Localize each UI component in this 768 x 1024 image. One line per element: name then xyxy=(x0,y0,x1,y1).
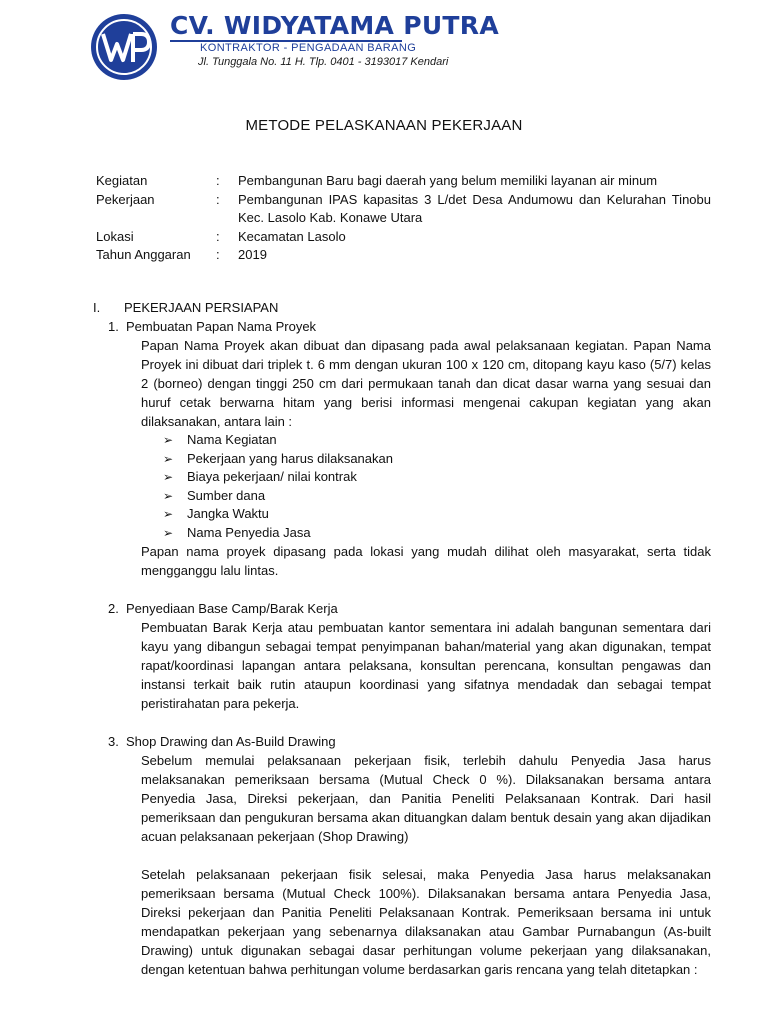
arrowhead-bullet-icon: ➢ xyxy=(163,451,174,466)
bullet-item xyxy=(163,487,711,506)
info-value: 2019 xyxy=(238,247,267,262)
list-item-1 xyxy=(108,317,711,580)
spacer xyxy=(93,580,711,599)
company-name: CV. WIDYATAMA PUTRA xyxy=(170,11,499,40)
arrowhead-bullet-icon: ➢ xyxy=(163,433,174,447)
bullet-item xyxy=(163,450,711,469)
company-logo xyxy=(89,12,159,82)
bullet-text: Biaya pekerjaan/ nilai kontrak xyxy=(187,469,357,484)
info-colon: : xyxy=(216,173,220,188)
item-number: 3. xyxy=(108,734,119,749)
bullet-list xyxy=(163,431,711,542)
info-label: Pekerjaan xyxy=(96,191,155,207)
spacer xyxy=(108,846,711,865)
list-item-3 xyxy=(108,732,711,979)
arrowhead-bullet-icon: ➢ xyxy=(163,470,174,484)
info-row xyxy=(96,246,711,265)
company-address: Jl. Tunggala No. 11 H. Tlp. 0401 - 3193017 Kendari xyxy=(198,56,449,68)
bullet-item xyxy=(163,431,711,450)
bullet-text: Nama Kegiatan xyxy=(187,432,277,447)
section-title: PEKERJAAN PERSIAPAN xyxy=(124,300,279,315)
paragraph: Papan nama proyek dipasang pada lokasi yang mudah dilihat oleh masyarakat, serta tidak mengganggu lalu lintas. xyxy=(141,544,711,578)
paragraph: Sebelum memulai pelaksanaan pekerjaan fisik, terlebih dahulu Penyedia Jasa harus melaksanakan pemeriksaan bersama (Mutual Check 0 %). Dilaksanakan bersama antara Penyedia Jasa, Direksi pekerjaan, dan Panitia Peneliti Pelaksanaan Kontrak. Dari hasil pemeriksaan dan pengukuran bersama akan dituangkan dalam bentuk desain yang akan dijadikan acuan pelaksanaan pekerjaan (Shop Drawing) xyxy=(141,753,711,844)
paragraph: Setelah pelaksanaan pekerjaan fisik selesai, maka Penyedia Jasa harus melaksanakan pemeriksaan bersama (Mutual Check 100%). Dilaksanakan bersama antara Penyedia Jasa, Direksi pekerjaan dan Panitia Peneliti Pelaksanaan Kontrak. Pemeriksaan bersama ini untuk mendapatkan pekerjaan yang sebenarnya dilaksanakan atau Gambar Purnabangun (As-built Drawing) untuk digunakan sebagai dasar perhitungan volume pekerjaan yang dilaksanakan, dengan ketentuan bahwa perhitungan volume berdasarkan garis rencana yang telah ditetapkan : xyxy=(141,867,711,977)
bullet-item xyxy=(163,468,711,487)
item-title: Shop Drawing dan As-Build Drawing xyxy=(126,734,336,749)
info-value: Pembangunan IPAS kapasitas 3 L/det Desa Andumowu dan Kelurahan Tinobu Kec. Lasolo Kab. Konawe Utara xyxy=(238,191,711,225)
info-value: Kecamatan Lasolo xyxy=(238,228,346,244)
document-body xyxy=(93,298,711,979)
info-block xyxy=(96,172,711,265)
item-number: 2. xyxy=(108,601,119,616)
document-title: METODE PELASKANAAN PEKERJAAN xyxy=(245,117,523,134)
list-item-2 xyxy=(108,599,711,713)
item-number: 1. xyxy=(108,319,119,334)
arrowhead-bullet-icon: ➢ xyxy=(163,488,174,503)
arrowhead-bullet-icon: ➢ xyxy=(163,525,174,540)
bullet-text: Pekerjaan yang harus dilaksanakan xyxy=(187,450,393,466)
bullet-text: Sumber dana xyxy=(187,487,266,503)
item-title: Pembuatan Papan Nama Proyek xyxy=(126,319,317,334)
item-heading xyxy=(108,317,711,336)
info-label: Tahun Anggaran xyxy=(96,247,191,262)
info-label: Kegiatan xyxy=(96,173,148,188)
arrowhead-bullet-icon: ➢ xyxy=(163,507,174,521)
item-heading xyxy=(108,599,711,618)
info-colon: : xyxy=(216,247,220,262)
info-colon: : xyxy=(216,228,220,244)
bullet-text: Jangka Waktu xyxy=(187,506,269,521)
item-heading xyxy=(108,732,711,751)
section-heading xyxy=(93,298,711,317)
section-number: I. xyxy=(93,300,101,315)
bullet-item xyxy=(163,505,711,524)
info-row xyxy=(96,172,711,191)
bullet-text: Nama Penyedia Jasa xyxy=(187,524,311,540)
info-row xyxy=(96,228,711,247)
letterhead xyxy=(170,12,499,68)
info-row xyxy=(96,191,711,228)
item-title: Penyediaan Base Camp/Barak Kerja xyxy=(126,601,338,616)
spacer xyxy=(93,713,711,732)
paragraph: Pembuatan Barak Kerja atau pembuatan kantor sementara ini adalah bangunan sementara dari kayu yang dibangun sebagai tempat penyimpanan bahan/material yang akan digunakan, tempat rapat/koordinasi lapangan antara pelaksana, konsultan perencana, konsultan pengawas dan instansi terkait baik rutin ataupun koordinasi yang sifatnya mendadak dan sebagai tempat peristirahatan para pekerja. xyxy=(141,620,711,711)
bullet-item xyxy=(163,524,711,543)
company-subtitle: KONTRAKTOR - PENGADAAN BARANG xyxy=(200,42,417,54)
info-value: Pembangunan Baru bagi daerah yang belum memiliki layanan air minum xyxy=(238,173,658,188)
paragraph: Papan Nama Proyek akan dibuat dan dipasang pada awal pelaksanaan kegiatan. Papan Nama Proyek ini dibuat dari triplek t. 6 mm dengan ukuran 100 x 120 cm, ditopang kayu kaso (5/7) kelas 2 (borneo) dengan tinggi 250 cm dari permukaan tanah dan dicat dasar warna yang sesuai dan huruf cetak berwarna hitam yang berisi informasi mengenai cakupan kegiatan yang akan dilaksanakan, antara lain : xyxy=(141,338,711,429)
info-colon: : xyxy=(216,191,220,207)
info-label: Lokasi xyxy=(96,228,134,244)
